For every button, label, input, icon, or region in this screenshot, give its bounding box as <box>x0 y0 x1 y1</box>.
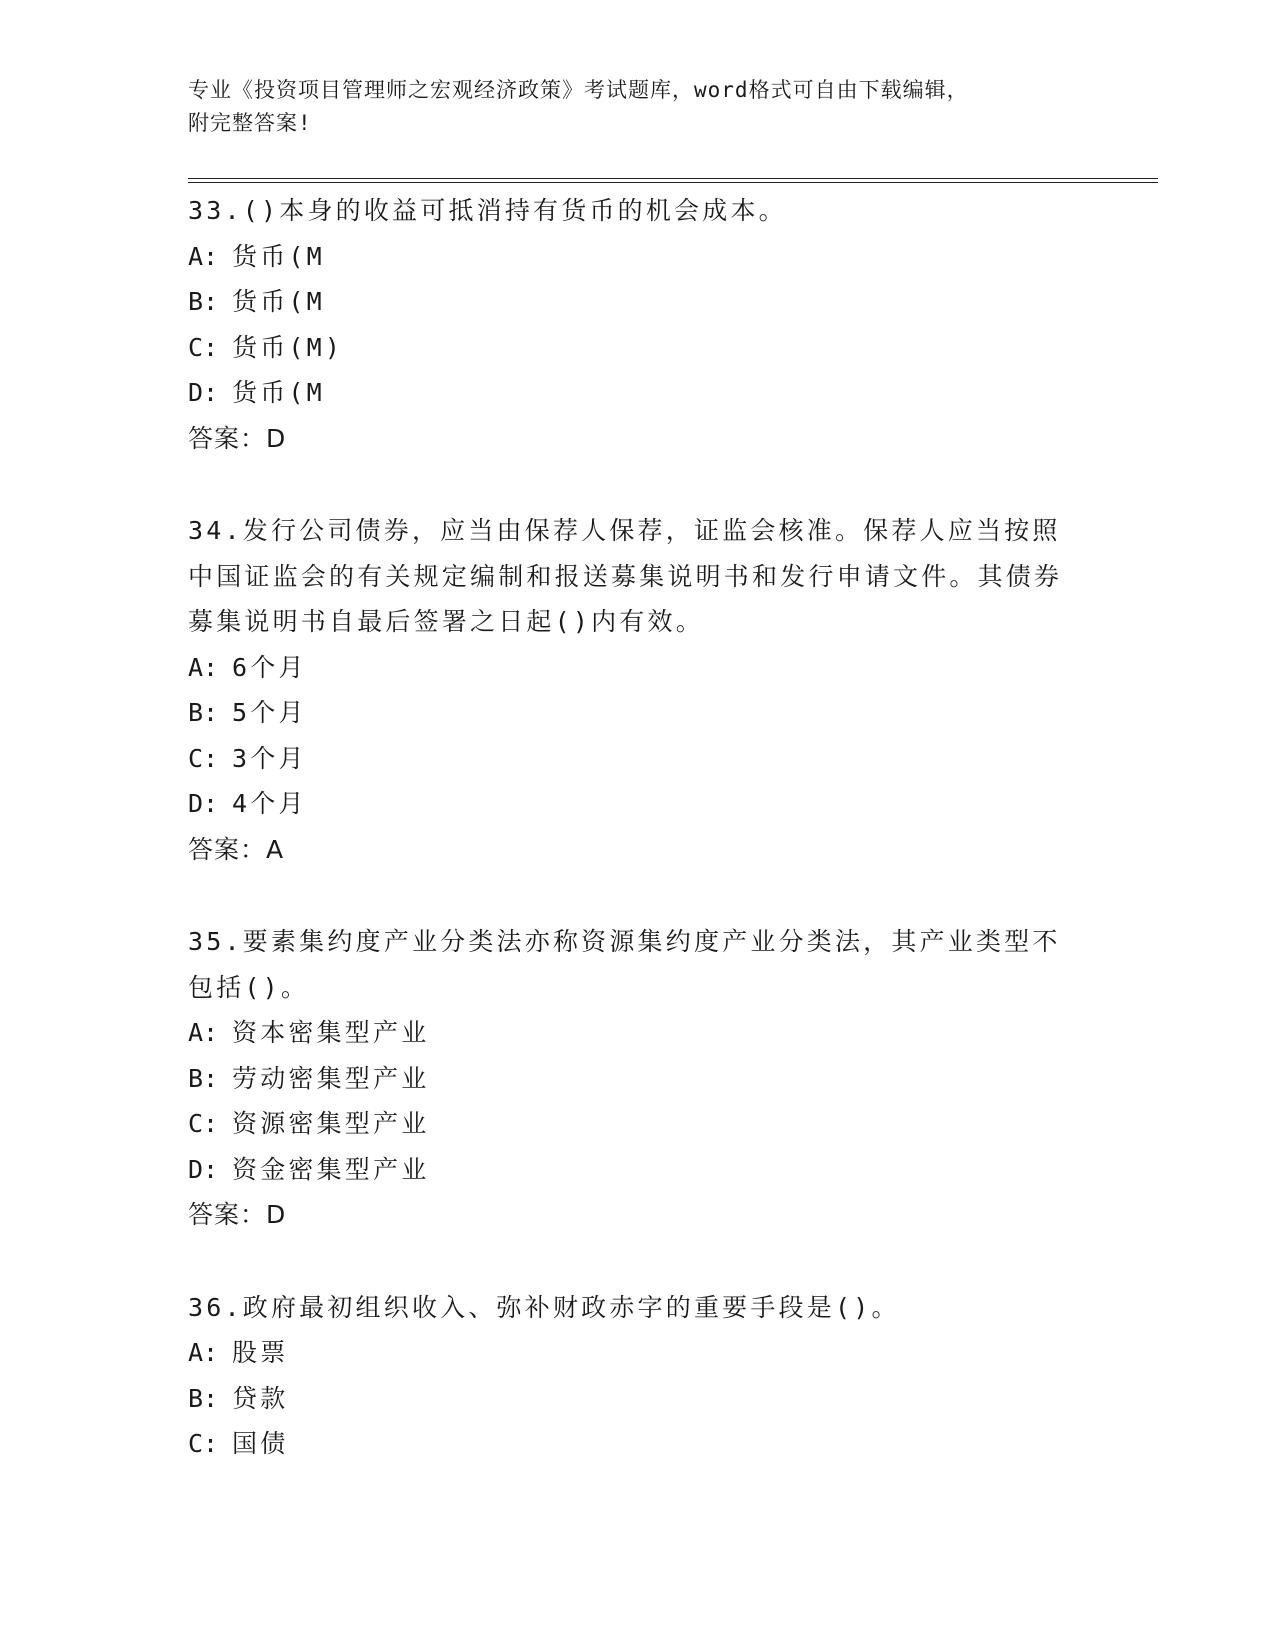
option-text: 3个月 <box>232 743 307 773</box>
option-text: 货币(M <box>232 241 325 271</box>
option-letter: A: <box>188 1018 219 1047</box>
option-letter: C: <box>188 1429 219 1458</box>
question-stem: 34.发行公司债券，应当由保荐人保荐，证监会核准。保荐人应当按照中国证监会的有关规定编制和报送募集说明书和发行申请文件。其债券募集说明书自最后签署之日起()内有效。 <box>188 516 1063 636</box>
option-a <box>188 1010 1088 1056</box>
option-c <box>188 325 1088 371</box>
option-text: 资本密集型产业 <box>232 1018 430 1047</box>
option-letter: B: <box>188 1063 219 1093</box>
option-letter: A: <box>188 652 219 682</box>
question-stem: 33.()本身的收益可抵消持有货币的机会成本。 <box>188 196 787 225</box>
option-b <box>188 279 1088 325</box>
option-d <box>188 1147 1088 1193</box>
option-text: 5个月 <box>232 698 307 727</box>
option-a <box>188 234 1088 280</box>
option-d <box>188 370 1088 416</box>
option-letter: D: <box>188 1154 219 1184</box>
option-letter: A: <box>188 1338 219 1367</box>
header-divider <box>188 178 1158 183</box>
option-b <box>188 690 1088 736</box>
option-letter: B: <box>188 287 219 316</box>
question-36 <box>188 1285 1088 1467</box>
option-text: 资源密集型产业 <box>232 1109 430 1138</box>
option-letter: B: <box>188 1383 219 1413</box>
header-line-2: 附完整答案! <box>188 111 312 135</box>
option-letter: B: <box>188 698 219 727</box>
option-text: 货币(M) <box>232 332 344 362</box>
option-text: 货币(M <box>232 378 325 407</box>
answer-line: 答案：D <box>188 423 287 453</box>
header-line-1: 专业《投资项目管理师之宏观经济政策》考试题库，word格式可自由下载编辑， <box>188 78 969 102</box>
option-c <box>188 736 1088 782</box>
option-text: 4个月 <box>232 789 307 818</box>
question-stem: 35.要素集约度产业分类法亦称资源集约度产业分类法，其产业类型不包括()。 <box>188 927 1061 1002</box>
option-b <box>188 1376 1088 1422</box>
question-35 <box>188 919 1088 1238</box>
option-letter: C: <box>188 332 219 362</box>
answer-line: 答案：A <box>188 834 285 864</box>
option-text: 股票 <box>232 1338 289 1367</box>
option-a <box>188 645 1088 691</box>
option-text: 6个月 <box>232 652 307 682</box>
option-letter: C: <box>188 743 219 773</box>
question-34 <box>188 508 1088 872</box>
document-header <box>188 74 1088 140</box>
question-stem: 36.政府最初组织收入、弥补财政赤字的重要手段是()。 <box>188 1292 900 1322</box>
option-b <box>188 1056 1088 1102</box>
option-text: 货币(M <box>232 287 325 316</box>
option-a <box>188 1330 1088 1376</box>
option-text: 劳动密集型产业 <box>232 1063 430 1093</box>
answer-line: 答案：D <box>188 1200 287 1229</box>
option-letter: D: <box>188 378 219 407</box>
option-text: 资金密集型产业 <box>232 1154 430 1184</box>
document-page <box>188 0 1158 1650</box>
option-c <box>188 1101 1088 1147</box>
question-list <box>188 188 1088 1514</box>
option-text: 国债 <box>232 1429 289 1458</box>
option-d <box>188 781 1088 827</box>
option-text: 贷款 <box>232 1383 289 1413</box>
option-letter: C: <box>188 1109 219 1138</box>
question-33 <box>188 188 1088 461</box>
option-letter: D: <box>188 789 219 818</box>
option-c <box>188 1421 1088 1467</box>
option-letter: A: <box>188 241 219 271</box>
